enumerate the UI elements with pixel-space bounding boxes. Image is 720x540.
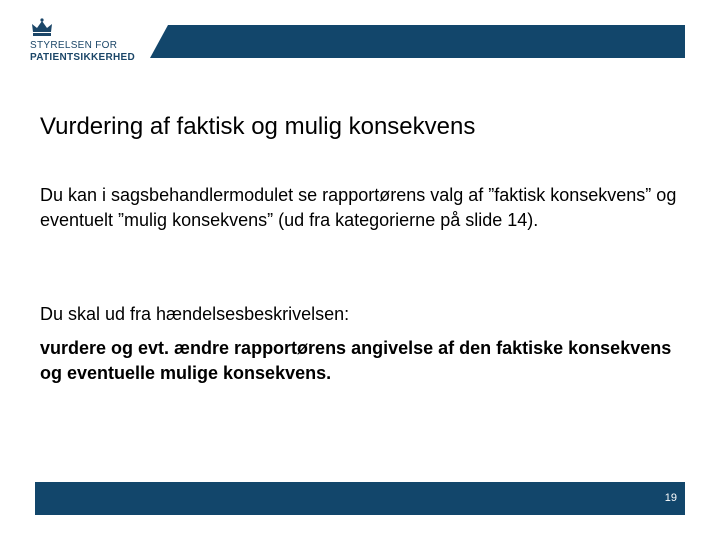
band-notch [150, 25, 170, 58]
crown-icon [30, 18, 54, 38]
body-paragraph-3: vurdere og evt. ændre rapportørens angivelse af den faktiske konsekvens og eventuelle mulige konsekvens. [40, 338, 672, 383]
page-number: 19 [664, 492, 677, 504]
body-paragraph-2: Du skal ud fra hændelsesbeskrivelsen: [40, 304, 350, 324]
footer-band [35, 482, 685, 515]
org-name-line1: STYRELSEN FOR [30, 40, 118, 51]
header-band [150, 25, 685, 58]
logo [30, 18, 140, 64]
org-name-line2: PATIENTSIKKERHED [30, 52, 135, 63]
slide-title: Vurdering af faktisk og mulig konsekvens [40, 113, 476, 140]
body-paragraph-1: Du kan i sagsbehandlermodulet se rapportørens valg af ”faktisk konsekvens” og eventuelt ”mulig konsekvens” (ud fra kategorierne på slide 14). [40, 185, 677, 230]
